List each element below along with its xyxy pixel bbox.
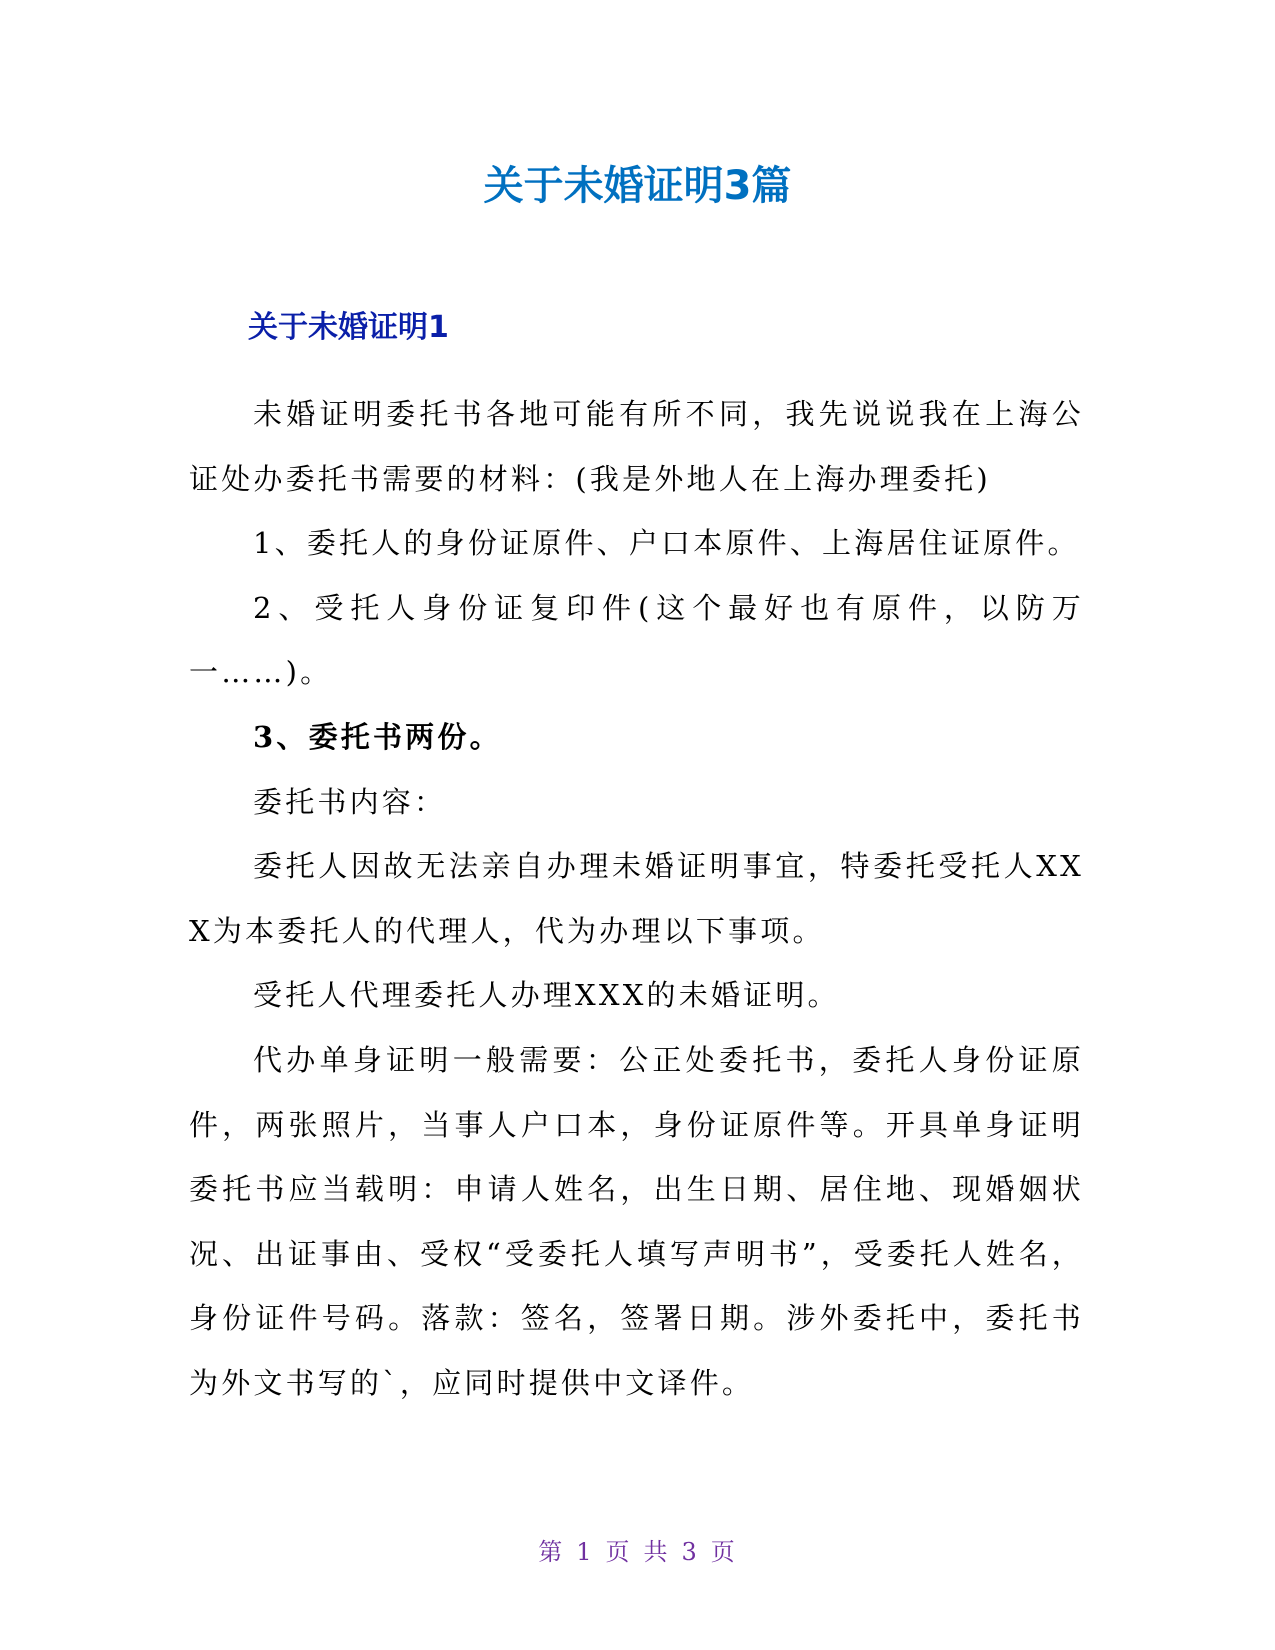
footer-page-label: 页 — [605, 1538, 632, 1566]
paragraph-item-1: 1、委托人的身份证原件、户口本原件、上海居住证原件。 — [253, 526, 1080, 561]
footer-total-label: 共 — [643, 1538, 670, 1566]
page-footer — [0, 1536, 1275, 1568]
paragraph-item-2: 2、受托人身份证复印件(这个最好也有原件，以防万一……)。 — [189, 590, 1084, 690]
paragraph-item-3: 3、委托书两份。 — [253, 719, 502, 754]
footer-suffix: 页 — [710, 1538, 737, 1566]
section-heading: 关于未婚证明1 — [248, 310, 449, 345]
footer-prefix: 第 — [538, 1538, 565, 1566]
paragraph-content-label: 委托书内容： — [253, 784, 447, 819]
paragraph-intro: 未婚证明委托书各地可能有所不同，我先说说我在上海公证处办委托书需要的材料：(我是外地人在上海办理委托) — [189, 397, 1084, 496]
footer-total-pages: 3 — [681, 1538, 699, 1566]
paragraph-delegation: 委托人因故无法亲自办理未婚证明事宜，特委托受托人XXX为本委托人的代理人，代为办理以下事项。 — [189, 849, 1084, 948]
paragraph-requirements: 代办单身证明一般需要：公正处委托书，委托人身份证原件，两张照片，当事人户口本，身份证原件等。开具单身证明委托书应当载明：申请人姓名，出生日期、居住地、现婚姻状况、出证事由、受权“受委托人填写声明书”，受委托人姓名，身份证件号码。落款：签名，签署日期。涉外委托中，委托书为外文书写的`，应同时提供中文译件。 — [189, 1042, 1084, 1400]
document-title: 关于未婚证明3篇 — [483, 163, 792, 209]
document-body — [189, 382, 1084, 1416]
footer-current-page: 1 — [576, 1538, 594, 1566]
paragraph-agent: 受托人代理委托人办理XXX的未婚证明。 — [253, 978, 840, 1013]
